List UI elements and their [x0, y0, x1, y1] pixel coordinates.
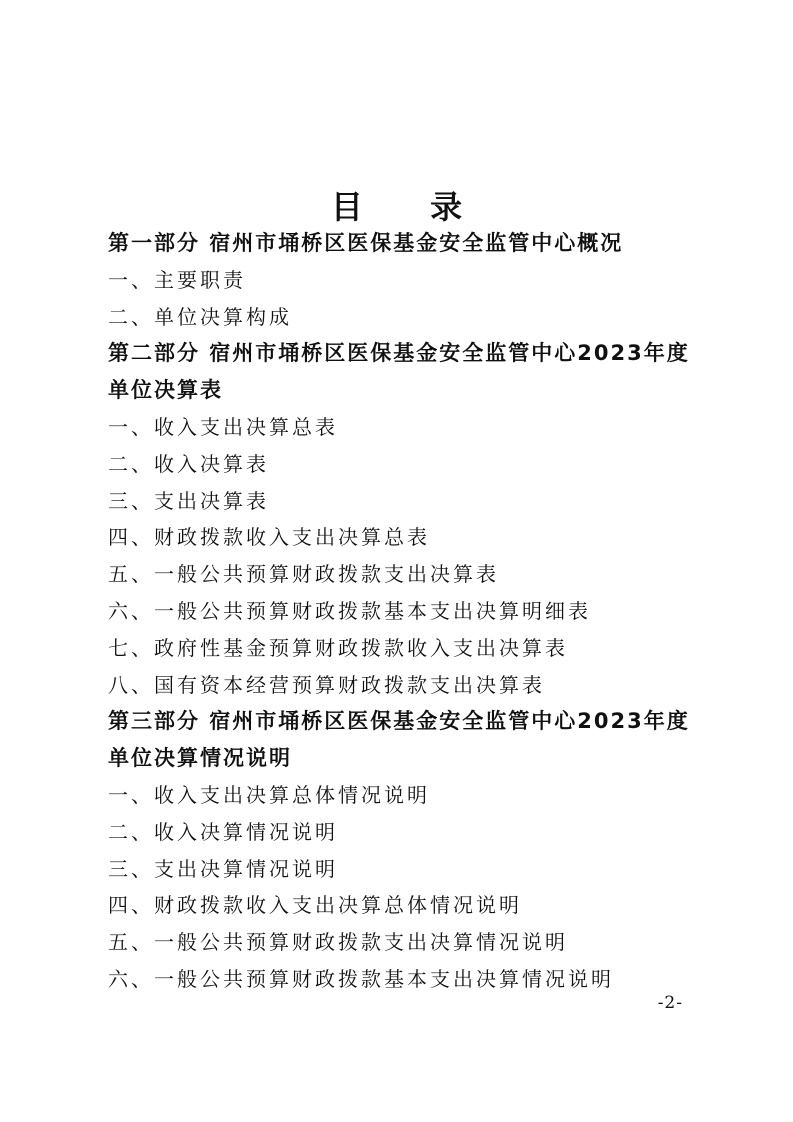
table-of-contents: [108, 225, 698, 998]
toc-item[interactable]: 一、收入支出决算总表: [108, 414, 338, 439]
toc-section-1[interactable]: 第一部分 宿州市埇桥区医保基金安全监管中心概况: [108, 231, 624, 255]
page-title: 目 录: [330, 188, 491, 226]
toc-item[interactable]: 一、主要职责: [108, 267, 246, 292]
toc-item[interactable]: 六、一般公共预算财政拨款基本支出决算情况说明: [108, 966, 614, 991]
toc-item[interactable]: 二、收入决算表: [108, 451, 269, 476]
toc-item[interactable]: 五、一般公共预算财政拨款支出决算表: [108, 562, 499, 587]
toc-section-2[interactable]: 第二部分 宿州市埇桥区医保基金安全监管中心2023年度单位决算表: [108, 341, 690, 403]
page-number: -2-: [657, 993, 683, 1013]
toc-item[interactable]: 二、单位决算构成: [108, 304, 292, 329]
toc-item[interactable]: 五、一般公共预算财政拨款支出决算情况说明: [108, 930, 568, 955]
toc-item[interactable]: 六、一般公共预算财政拨款基本支出决算明细表: [108, 598, 591, 623]
toc-section-3[interactable]: 第三部分 宿州市埇桥区医保基金安全监管中心2023年度单位决算情况说明: [108, 709, 690, 771]
toc-item[interactable]: 八、国有资本经营预算财政拨款支出决算表: [108, 672, 545, 697]
toc-item[interactable]: 三、支出决算情况说明: [108, 856, 338, 881]
toc-item[interactable]: 二、收入决算情况说明: [108, 819, 338, 844]
toc-item[interactable]: 三、支出决算表: [108, 488, 269, 513]
toc-item[interactable]: 四、财政拨款收入支出决算总体情况说明: [108, 893, 522, 918]
toc-item[interactable]: 一、收入支出决算总体情况说明: [108, 782, 430, 807]
toc-item[interactable]: 七、政府性基金预算财政拨款收入支出决算表: [108, 635, 568, 660]
toc-item[interactable]: 四、财政拨款收入支出决算总表: [108, 525, 430, 550]
